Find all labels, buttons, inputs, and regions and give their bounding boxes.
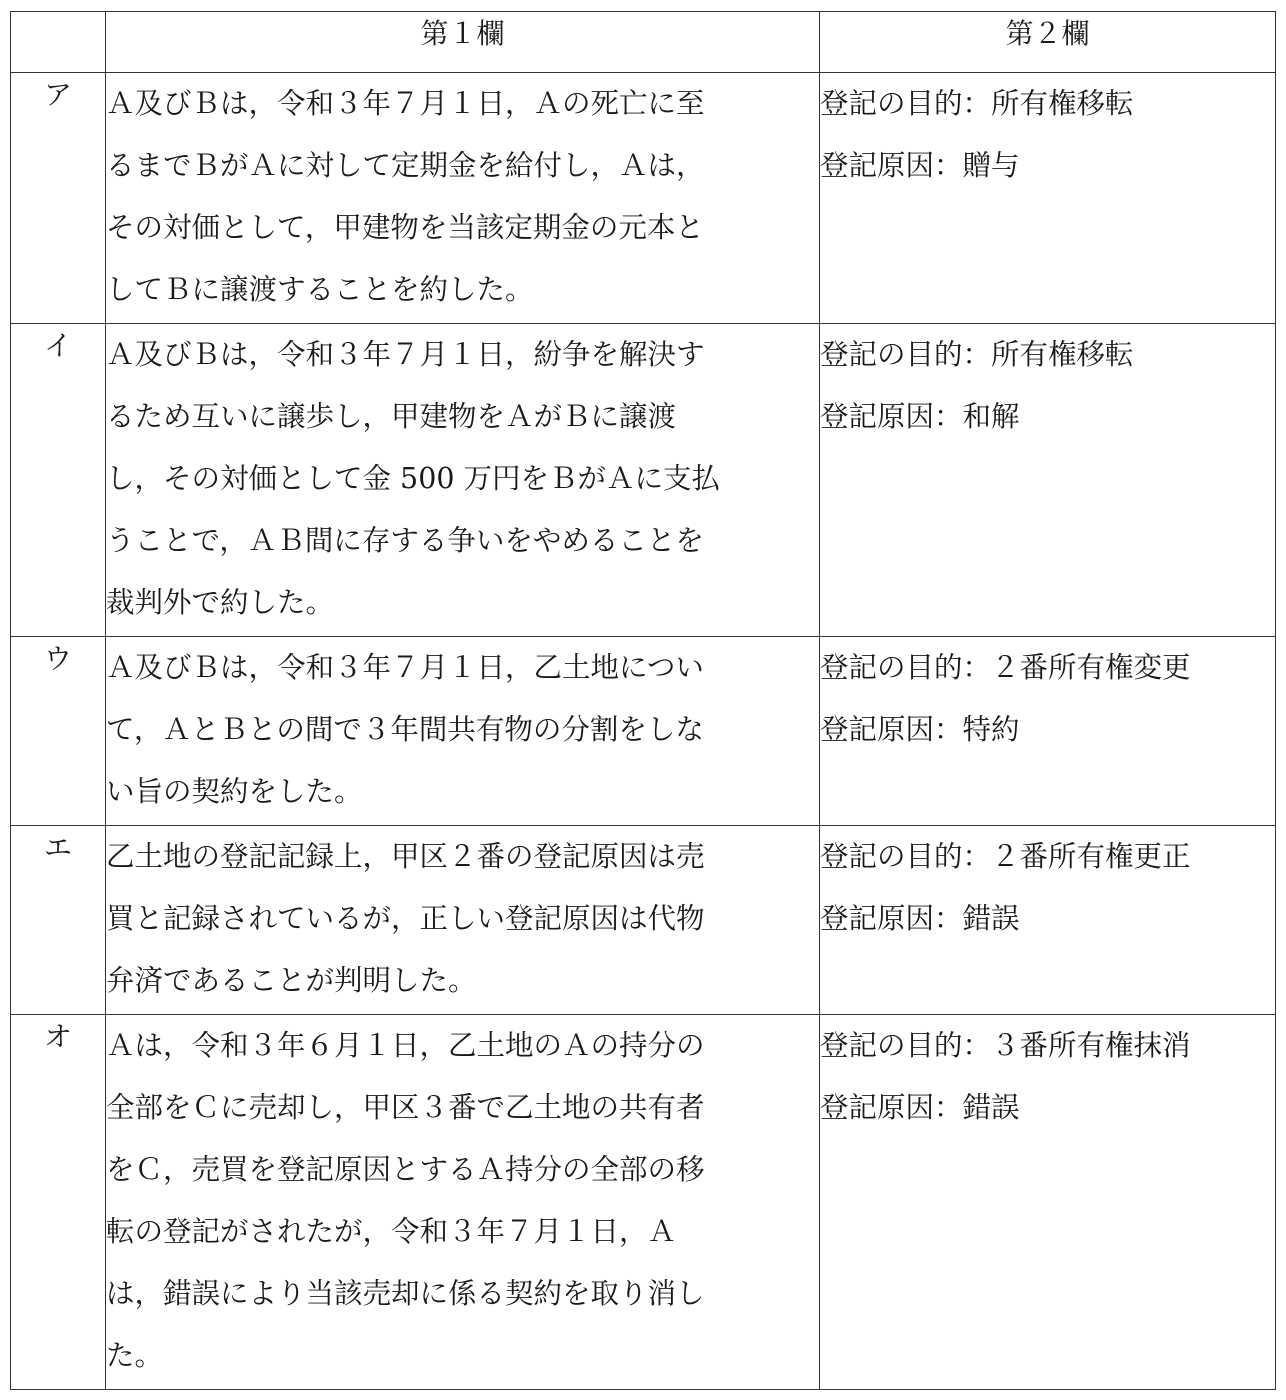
col1-line: 転の登記がされたが，令和３年７月１日，Ａ — [106, 1215, 677, 1248]
registration-purpose: 登記の目的：２番所有権変更 — [820, 651, 1191, 684]
col1-line: し，その対価として金 500 万円をＢがＡに支払 — [106, 462, 721, 495]
header-row — [11, 12, 1276, 73]
row-label: ア — [11, 73, 106, 324]
registration-purpose: 登記の目的：２番所有権更正 — [820, 840, 1191, 873]
table-row — [11, 324, 1276, 637]
col2-cell — [820, 1015, 1276, 1390]
header-blank-cell — [11, 12, 106, 73]
col1-line: をＣ，売買を登記原因とするＡ持分の全部の移 — [106, 1153, 705, 1186]
col1-line: Ａは，令和３年６月１日，乙土地のＡの持分の — [106, 1029, 705, 1062]
col1-line: 買と記録されているが，正しい登記原因は代物 — [106, 902, 705, 935]
col1-line: 弁済であることが判明した。 — [106, 964, 477, 997]
col1-cell — [106, 1015, 820, 1390]
col1-cell — [106, 73, 820, 324]
exam-table — [10, 11, 1276, 1390]
header-col1: 第１欄 — [106, 12, 820, 73]
col1-line: してＢに譲渡することを約した。 — [106, 273, 534, 306]
col1-line: 裁判外で約した。 — [106, 586, 335, 619]
registration-purpose: 登記の目的：３番所有権抹消 — [820, 1029, 1191, 1062]
col2-cell — [820, 324, 1276, 637]
col1-line: 全部をＣに売却し，甲区３番で乙土地の共有者 — [106, 1091, 705, 1124]
col1-line: い旨の契約をした。 — [106, 775, 363, 808]
registration-purpose: 登記の目的：所有権移転 — [820, 87, 1134, 120]
col1-line: Ａ及びＢは，令和３年７月１日，紛争を解決す — [106, 338, 705, 371]
col1-line: た。 — [106, 1339, 164, 1372]
col1-line: うことで，ＡＢ間に存する争いをやめることを — [106, 524, 704, 557]
row-label: イ — [11, 324, 106, 637]
table-row — [11, 73, 1276, 324]
col2-cell — [820, 826, 1276, 1015]
col2-cell — [820, 73, 1276, 324]
col1-line: るため互いに譲歩し，甲建物をＡがＢに譲渡 — [106, 400, 677, 433]
col1-cell — [106, 637, 820, 826]
table-row — [11, 1015, 1276, 1390]
col1-line: Ａ及びＢは，令和３年７月１日，Ａの死亡に至 — [106, 87, 705, 120]
row-label: オ — [11, 1015, 106, 1390]
col2-cell — [820, 637, 1276, 826]
col1-cell — [106, 826, 820, 1015]
registration-cause: 登記原因：錯誤 — [820, 1091, 1020, 1124]
col1-line: て，ＡとＢとの間で３年間共有物の分割をしな — [106, 713, 704, 746]
col1-line: るまでＢがＡに対して定期金を給付し，Ａは， — [106, 149, 705, 182]
table-row — [11, 637, 1276, 826]
header-col2: 第２欄 — [820, 12, 1276, 73]
col1-line: は，錯誤により当該売却に係る契約を取り消し — [106, 1277, 705, 1310]
row-label: エ — [11, 826, 106, 1015]
col1-line: Ａ及びＢは，令和３年７月１日，乙土地につい — [106, 651, 704, 684]
registration-cause: 登記原因：錯誤 — [820, 902, 1020, 935]
row-label: ウ — [11, 637, 106, 826]
col1-cell — [106, 324, 820, 637]
col1-line: 乙土地の登記記録上，甲区２番の登記原因は売 — [106, 840, 705, 873]
table-row — [11, 826, 1276, 1015]
col1-line: その対価として，甲建物を当該定期金の元本と — [106, 211, 704, 244]
registration-cause: 登記原因：和解 — [820, 400, 1020, 433]
registration-cause: 登記原因：贈与 — [820, 149, 1020, 182]
registration-cause: 登記原因：特約 — [820, 713, 1020, 746]
registration-purpose: 登記の目的：所有権移転 — [820, 338, 1134, 371]
